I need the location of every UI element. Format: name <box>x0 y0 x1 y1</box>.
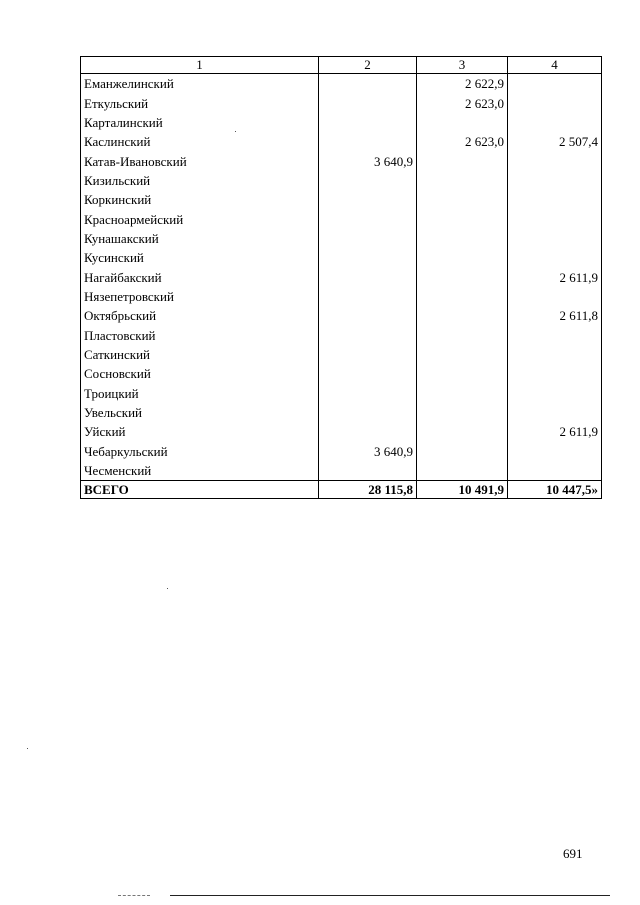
district-name: Увельский <box>81 403 319 422</box>
col-2-value: 3 640,9 <box>319 442 417 461</box>
col-2-value <box>319 364 417 383</box>
col-2-value <box>319 93 417 112</box>
total-col-3: 10 491,9 <box>417 481 508 499</box>
table-row <box>81 287 602 306</box>
col-4-value <box>508 113 602 132</box>
footer-dash <box>118 895 150 896</box>
col-3-value <box>417 442 508 461</box>
table-row <box>81 403 602 422</box>
district-name: Коркинский <box>81 190 319 209</box>
col-4-value: 2 611,8 <box>508 306 602 325</box>
col-2-value <box>319 287 417 306</box>
table-row <box>81 132 602 151</box>
total-col-2: 28 115,8 <box>319 481 417 499</box>
col-4-value <box>508 442 602 461</box>
col-4-value <box>508 209 602 228</box>
table-row <box>81 74 602 94</box>
table-row <box>81 345 602 364</box>
table-row <box>81 171 602 190</box>
scan-speck <box>235 131 236 132</box>
table-row <box>81 442 602 461</box>
col-2-value <box>319 325 417 344</box>
table-row <box>81 267 602 286</box>
col-4-value <box>508 229 602 248</box>
col-2-value <box>319 345 417 364</box>
col-4-value: 2 611,9 <box>508 267 602 286</box>
table-row <box>81 209 602 228</box>
col-3-value <box>417 171 508 190</box>
header-row <box>81 57 602 74</box>
col-4-value: 2 611,9 <box>508 422 602 441</box>
total-col-4: 10 447,5» <box>508 481 602 499</box>
col-2-value <box>319 461 417 481</box>
table-header <box>81 57 602 74</box>
table-row <box>81 384 602 403</box>
total-label: ВСЕГО <box>81 481 319 499</box>
column-header-3: 3 <box>417 57 508 74</box>
total-row <box>81 481 602 499</box>
district-name: Красноармейский <box>81 209 319 228</box>
table-row <box>81 461 602 481</box>
col-3-value <box>417 287 508 306</box>
col-4-value <box>508 93 602 112</box>
scan-speck <box>167 588 168 589</box>
col-2-value <box>319 171 417 190</box>
district-name: Карталинский <box>81 113 319 132</box>
col-3-value <box>417 403 508 422</box>
district-name: Кусинский <box>81 248 319 267</box>
col-3-value <box>417 325 508 344</box>
col-4-value <box>508 171 602 190</box>
district-name: Октябрьский <box>81 306 319 325</box>
col-2-value <box>319 384 417 403</box>
col-3-value <box>417 151 508 170</box>
col-2-value <box>319 403 417 422</box>
table-row <box>81 151 602 170</box>
col-2-value <box>319 209 417 228</box>
column-header-2: 2 <box>319 57 417 74</box>
col-4-value <box>508 248 602 267</box>
district-name: Нагайбакский <box>81 267 319 286</box>
table-row <box>81 422 602 441</box>
col-3-value <box>417 209 508 228</box>
col-3-value <box>417 190 508 209</box>
col-4-value <box>508 287 602 306</box>
table-row <box>81 306 602 325</box>
col-2-value <box>319 113 417 132</box>
col-4-value <box>508 74 602 94</box>
district-name: Еткульский <box>81 93 319 112</box>
district-name: Кунашакский <box>81 229 319 248</box>
table-row <box>81 248 602 267</box>
col-2-value <box>319 74 417 94</box>
col-4-value <box>508 325 602 344</box>
col-3-value: 2 623,0 <box>417 132 508 151</box>
district-name: Чесменский <box>81 461 319 481</box>
district-name: Сосновский <box>81 364 319 383</box>
allocation-table <box>80 56 602 499</box>
col-4-value <box>508 461 602 481</box>
col-3-value <box>417 267 508 286</box>
col-2-value <box>319 306 417 325</box>
col-3-value <box>417 364 508 383</box>
col-2-value: 3 640,9 <box>319 151 417 170</box>
district-name: Чебаркульский <box>81 442 319 461</box>
district-name: Катав-Ивановский <box>81 151 319 170</box>
col-2-value <box>319 422 417 441</box>
col-3-value: 2 623,0 <box>417 93 508 112</box>
col-3-value <box>417 422 508 441</box>
scan-speck <box>27 748 28 749</box>
district-name: Еманжелинский <box>81 74 319 94</box>
column-header-4: 4 <box>508 57 602 74</box>
col-2-value <box>319 248 417 267</box>
col-4-value <box>508 151 602 170</box>
table-row <box>81 113 602 132</box>
col-2-value <box>319 132 417 151</box>
district-name: Каслинский <box>81 132 319 151</box>
col-4-value: 2 507,4 <box>508 132 602 151</box>
column-header-1: 1 <box>81 57 319 74</box>
col-2-value <box>319 190 417 209</box>
col-4-value <box>508 364 602 383</box>
district-name: Нязепетровский <box>81 287 319 306</box>
page-number: 691 <box>563 846 583 861</box>
table-row <box>81 190 602 209</box>
district-name: Кизильский <box>81 171 319 190</box>
table-row <box>81 325 602 344</box>
district-name: Уйский <box>81 422 319 441</box>
col-3-value <box>417 248 508 267</box>
table-row <box>81 364 602 383</box>
table-row <box>81 93 602 112</box>
col-4-value <box>508 403 602 422</box>
district-name: Троицкий <box>81 384 319 403</box>
col-4-value <box>508 190 602 209</box>
footer-rule <box>170 895 610 896</box>
district-name: Саткинский <box>81 345 319 364</box>
table-body <box>81 74 602 481</box>
col-3-value <box>417 229 508 248</box>
col-4-value <box>508 384 602 403</box>
table-footer <box>81 481 602 499</box>
district-name: Пластовский <box>81 325 319 344</box>
col-3-value: 2 622,9 <box>417 74 508 94</box>
col-3-value <box>417 461 508 481</box>
col-3-value <box>417 113 508 132</box>
col-4-value <box>508 345 602 364</box>
table-row <box>81 229 602 248</box>
col-3-value <box>417 345 508 364</box>
col-2-value <box>319 229 417 248</box>
col-3-value <box>417 384 508 403</box>
col-2-value <box>319 267 417 286</box>
col-3-value <box>417 306 508 325</box>
